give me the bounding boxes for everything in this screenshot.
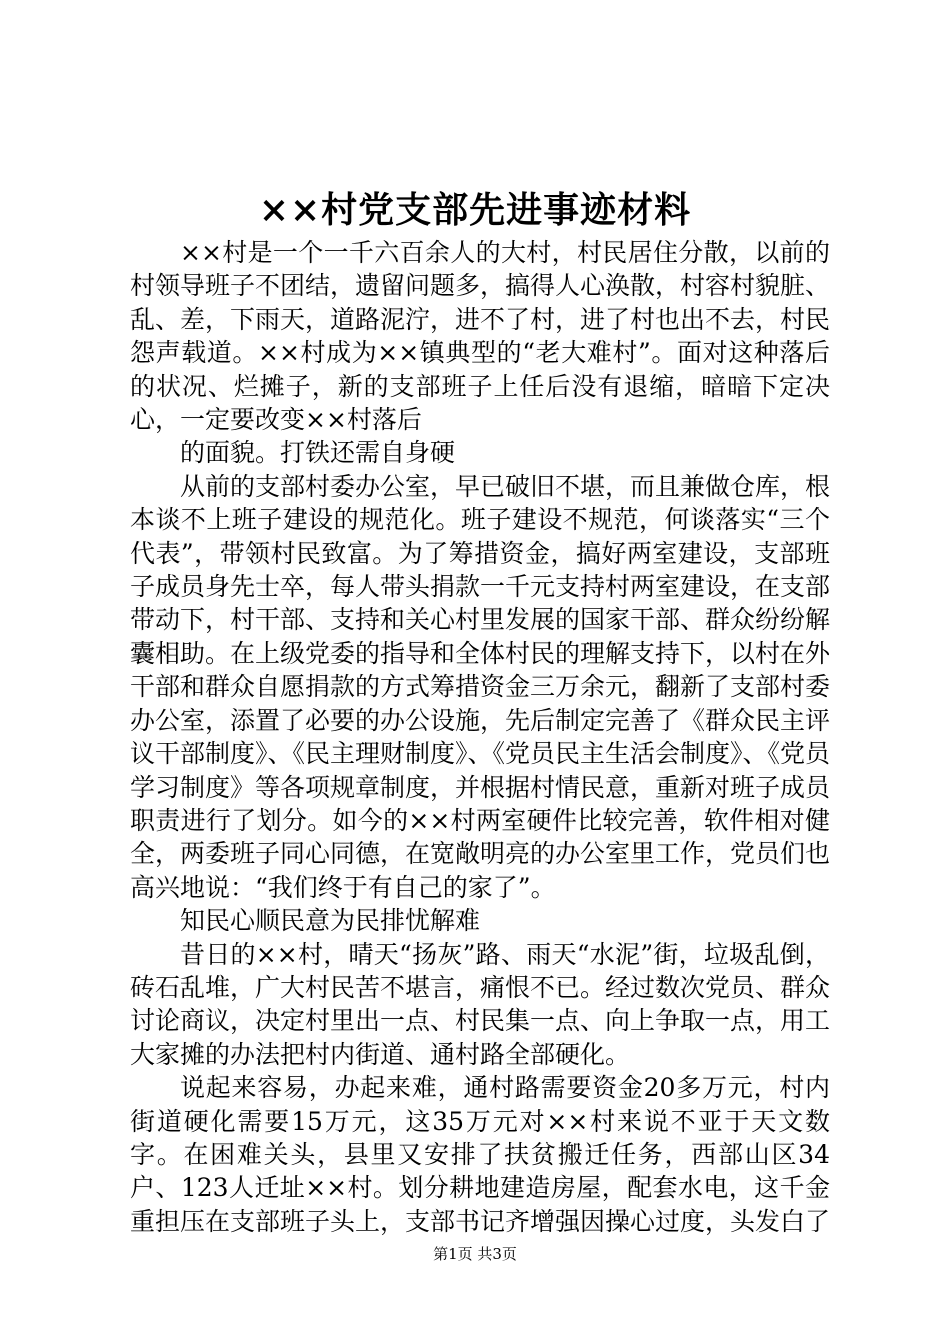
page-number-footer: 第1页 共3页 [433,1245,517,1263]
paragraph: 知民心顺民意为民排忧解难 [180,906,481,936]
document-body [130,236,830,1238]
document-title: ××村党支部先进事迹材料 [258,189,692,231]
paragraph: 从前的支部村委办公室，早已破旧不堪，而且兼做仓库，根本谈不上班子建设的规范化。班子建设不规范，何谈落实“三个代表”，带领村民致富。为了筹措资金，搞好两室建设，支部班子成员身先士卒，每人带头捐款一千元支持村两室建设，在支部带动下，村干部、支持和关心村里发展的国家干部、群众纷纷解囊相助。在上级党委的指导和全体村民的理解支持下，以村在外干部和群众自愿捐款的方式筹措资金三万余元，翻新了支部村委办公室，添置了必要的办公设施，先后制定完善了《群众民主评议干部制度》、《民主理财制度》、《党员民主生活会制度》、《党员学习制度》等各项规章制度，并根据村情民意，重新对班子成员职责进行了划分。如今的××村两室硬件比较完善，软件相对健全，两委班子同心同德，在宽敞明亮的办公室里工作，党员们也高兴地说：“我们终于有自己的家了”。 [130,471,831,902]
paragraph: 说起来容易，办起来难，通村路需要资金20多万元，村内街道硬化需要15万元，这35万元对××村来说不亚于天文数字。在困难关头，县里又安排了扶贫搬迁任务，西部山区34户、123人迁址××村。划分耕地建造房屋，配套水电，这千金重担压在支部班子头上，支部书记齐增强因操心过度，头发白了 [130,1073,831,1236]
paragraph: ××村是一个一千六百余人的大村，村民居住分散，以前的村领导班子不团结，遗留问题多，搞得人心涣散，村容村貌脏、乱、差，下雨天，道路泥泞，进不了村，进了村也出不去，村民怨声载道。××村成为××镇典型的“老大难村”。面对这种落后的状况、烂摊子，新的支部班子上任后没有退缩，暗暗下定决心，一定要改变××村落后 [130,238,831,435]
paragraph: 昔日的××村，晴天“扬灰”路、雨天“水泥”街，垃圾乱倒，砖石乱堆，广大村民苦不堪言，痛恨不已。经过数次党员、群众讨论商议，决定村里出一点、村民集一点、向上争取一点，用工大家摊的办法把村内街道、通村路全部硬化。 [130,939,831,1069]
paragraph: 的面貌。打铁还需自身硬 [180,438,456,468]
